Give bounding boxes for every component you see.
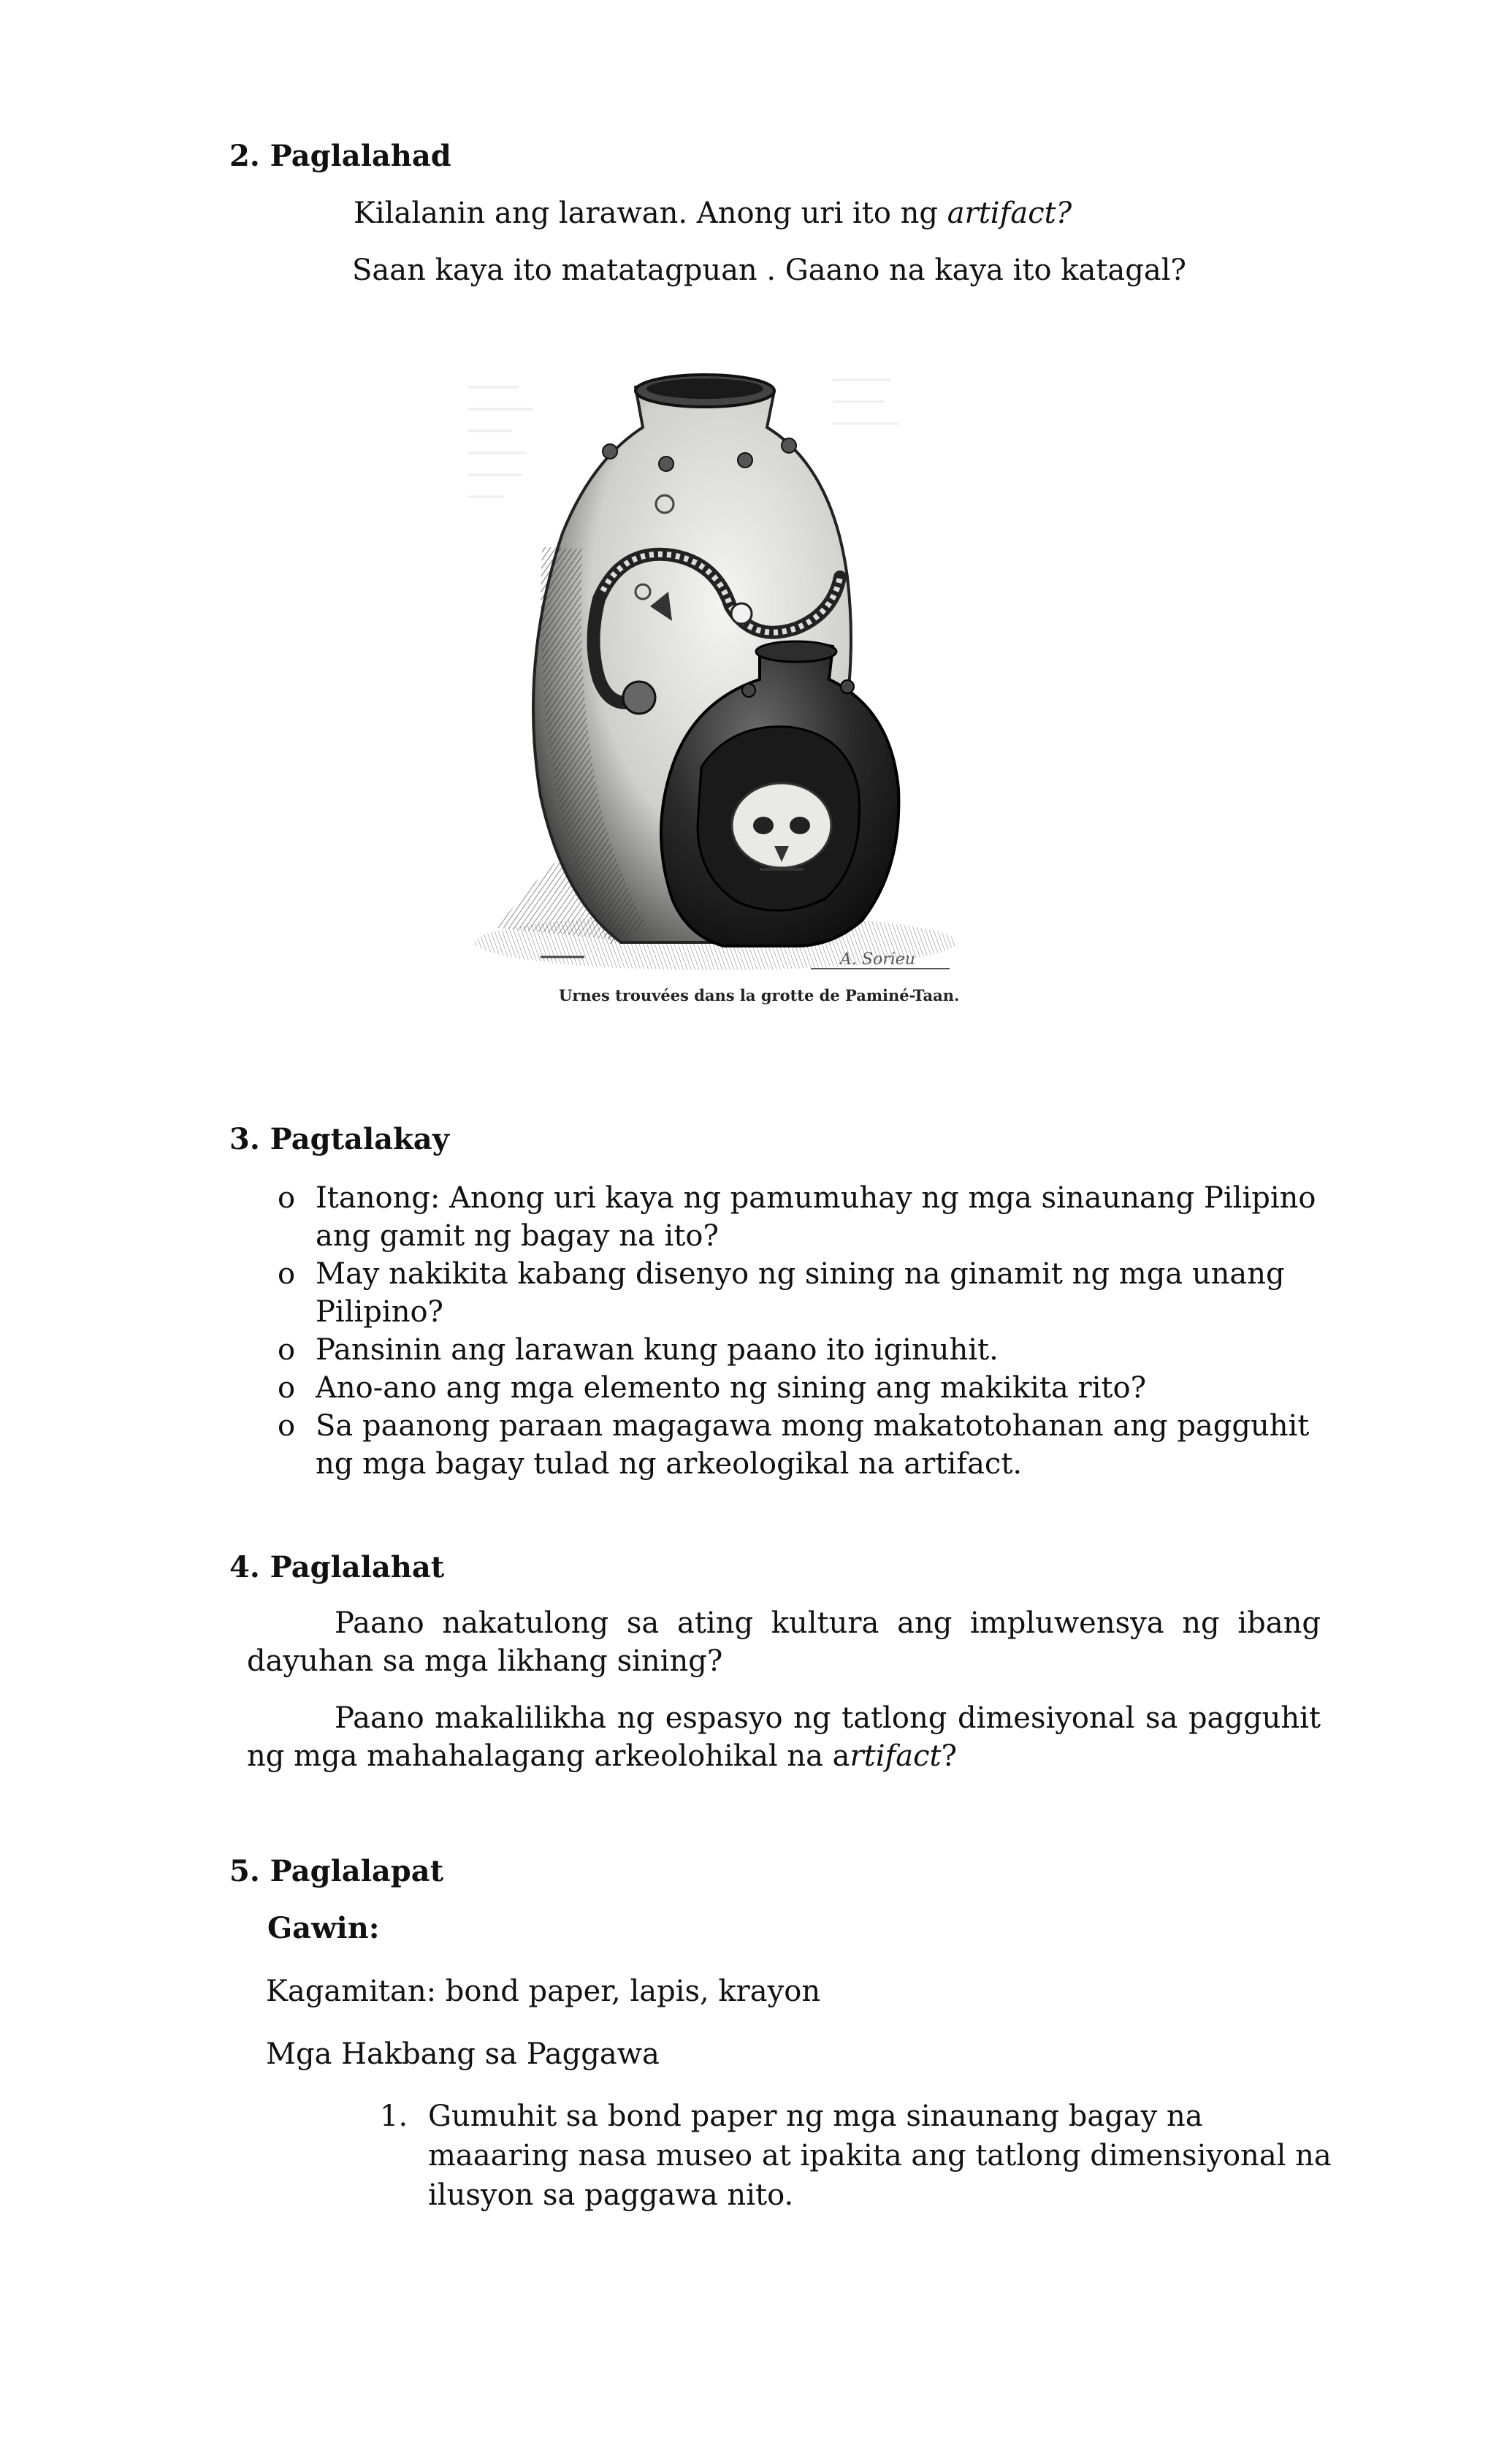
list-item-text: Sa paanong paraan magagawa mong makatotohanan ang pagguhit ng mga bagay tulad ng arkeologikal na artifact.	[316, 1409, 1310, 1481]
bullet-marker: o	[278, 1257, 296, 1291]
gawin-label: Gawin:	[267, 1911, 380, 1945]
list-item	[278, 1331, 1344, 1369]
bullet-marker: o	[278, 1371, 296, 1405]
step-text: Gumuhit sa bond paper ng mga sinaunang bagay na maaaring nasa museo at ipakita ang tatlong dimensiyonal na ilusyon sa paggawa nito.	[428, 2099, 1332, 2212]
bullet-marker: o	[278, 1333, 296, 1367]
section-heading-paglalahad: 2. Paglalahad	[229, 139, 451, 173]
urns-engraving-image	[453, 358, 1052, 1015]
section-heading-paglalapat: 5. Paglalapat	[229, 1854, 444, 1888]
urns-engraving-figure	[453, 358, 1052, 1015]
steps-title: Mga Hakbang sa Paggawa	[266, 2037, 660, 2071]
list-item	[278, 1255, 1344, 1331]
list-item	[278, 1369, 1344, 1407]
step-number: 1.	[380, 2099, 408, 2133]
materials-line: Kagamitan: bond paper, lapis, krayon	[266, 1975, 821, 2008]
bullet-marker: o	[278, 1181, 296, 1215]
section-heading-pagtalakay: 3. Pagtalakay	[229, 1122, 449, 1156]
bullet-marker: o	[278, 1409, 296, 1443]
synthesis-paragraph-2-end: ?	[941, 1739, 958, 1773]
list-item-text: Itanong: Anong uri kaya ng pamumuhay ng mga sinaunang Pilipino ang gamit ng bagay na ito?	[316, 1181, 1316, 1253]
intro-line-1-text: Kilalanin ang larawan. Anong uri ito ng	[354, 197, 947, 230]
synthesis-paragraph-2-italic: rtifact	[850, 1739, 942, 1773]
list-item	[278, 1179, 1344, 1255]
synthesis-paragraph-2	[247, 1699, 1321, 1775]
figure-caption: Urnes trouvées dans la grotte de Paminé-Taan.	[559, 986, 960, 1004]
list-item-text: May nakikita kabang disenyo ng sining na ginamit ng mga unang Pilipino?	[316, 1257, 1285, 1329]
engraver-signature: A. Sorieu	[840, 950, 915, 969]
list-item-text: Pansinin ang larawan kung paano ito iginuhit.	[316, 1333, 999, 1367]
section-heading-paglalahat: 4. Paglalahat	[229, 1550, 445, 1584]
synthesis-paragraph-2-text: Paano makalilikha ng espasyo ng tatlong dimesiyonal sa pagguhit ng mga mahahalagang arkeolohikal na a	[247, 1701, 1321, 1773]
synthesis-paragraph-1: Paano nakatulong sa ating kultura ang impluwensya ng ibang dayuhan sa mga likhang sining?	[247, 1606, 1321, 1678]
list-item-text: Ano-ano ang mga elemento ng sining ang makikita rito?	[316, 1371, 1147, 1405]
intro-line-1	[354, 194, 1072, 232]
list-item	[278, 1407, 1344, 1483]
discussion-question-list	[278, 1179, 1344, 1483]
intro-line-1-italic: artifact?	[947, 197, 1072, 230]
intro-line-2: Saan kaya ito matatagpuan . Gaano na kaya ito katagal?	[352, 253, 1186, 287]
